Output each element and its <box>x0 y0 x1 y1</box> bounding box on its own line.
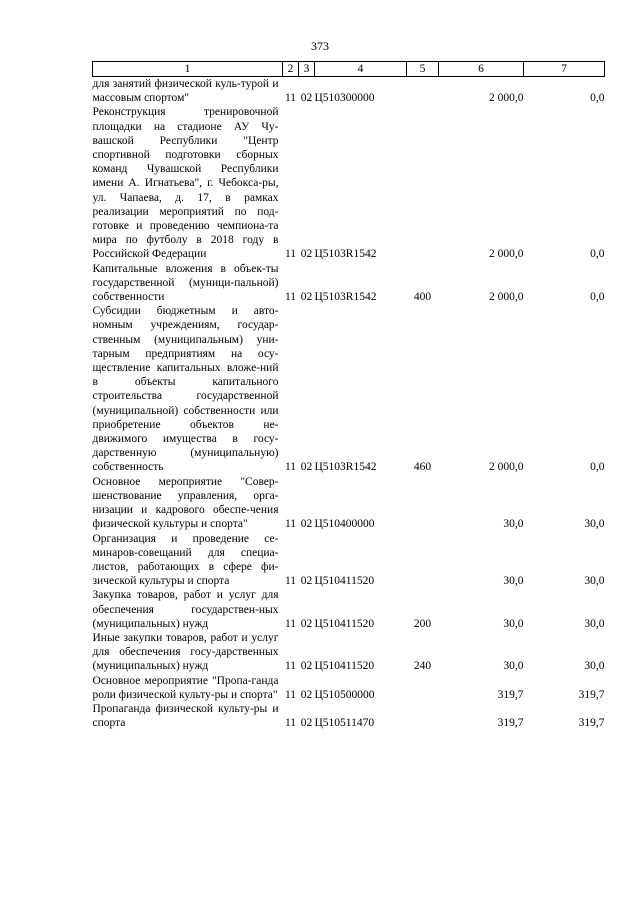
subsection-code: 02 <box>300 518 313 531</box>
amount-col-7: 30,0 <box>584 518 605 531</box>
target-article-code: Ц5103R1542 <box>314 291 377 304</box>
subsection-code: 02 <box>300 248 313 261</box>
section-code: 11 <box>284 92 297 105</box>
column-header: 2 <box>283 62 299 77</box>
expense-type-code <box>407 105 439 261</box>
item-name: Основное мероприятие "Пропа-ганда роли физической культу-ры и спорта" <box>92 674 279 701</box>
budget-table <box>92 61 605 730</box>
amount-col-6: 2 000,0 <box>489 248 524 261</box>
table-row <box>93 304 605 474</box>
expense-type-code <box>407 532 439 589</box>
expense-type-code <box>407 674 439 702</box>
expense-type-code <box>407 702 439 730</box>
subsection-code: 02 <box>300 688 313 701</box>
column-header: 1 <box>93 62 283 77</box>
amount-col-7: 0,0 <box>590 92 605 105</box>
item-name: Иные закупки товаров, работ и услуг для обеспечения госу-дарственных (муниципальных) нужд <box>92 631 279 673</box>
item-name: Капитальные вложения в объек-ты государственной (муници-пальной) собственности <box>92 262 279 304</box>
amount-col-6: 319,7 <box>497 688 524 701</box>
amount-col-6: 2 000,0 <box>489 461 524 474</box>
expense-type-code <box>407 475 439 532</box>
amount-col-7: 0,0 <box>590 248 605 261</box>
item-name: Организация и проведение се-минаров-совещаний для специа-листов, работающих в сфере фи-зической культуры и спорта <box>92 532 279 588</box>
target-article-code: Ц510411520 <box>314 617 375 630</box>
subsection-code: 02 <box>300 660 313 673</box>
expense-type-code <box>407 77 439 106</box>
expense-type-code: 240 <box>413 660 432 673</box>
table-row <box>93 674 605 702</box>
item-name: Основное мероприятие "Совер-шенствование управления, орга-низации и кадрового обеспе-чения физической культуры и спорта" <box>92 475 279 531</box>
subsection-code: 02 <box>300 461 313 474</box>
column-header: 6 <box>439 62 524 77</box>
section-code: 11 <box>284 717 297 730</box>
amount-col-6: 30,0 <box>503 617 524 630</box>
subsection-code: 02 <box>300 575 313 588</box>
section-code: 11 <box>284 291 297 304</box>
target-article-code: Ц510500000 <box>314 688 375 701</box>
item-name: Закупка товаров, работ и услуг для обеспечения государствен-ных (муниципальных) нужд <box>92 589 279 630</box>
table-row <box>93 588 605 631</box>
item-name: Субсидии бюджетным и авто-номным учреждениям, государ-ственным (муниципальным) уни-тарным предприятиям на осу-ществление капитальных вложе-ний в объекты капитального строительства государственной (муниципальной) собственности или приобретение объектов не-движимого имущества в госу-дарственную (муниципальную) собственность <box>92 305 279 474</box>
table-header-row <box>93 62 605 77</box>
subsection-code: 02 <box>300 617 313 630</box>
section-code: 11 <box>284 688 297 701</box>
section-code: 11 <box>284 518 297 531</box>
expense-type-code: 460 <box>413 461 432 474</box>
table-row <box>93 77 605 106</box>
subsection-code: 02 <box>300 92 313 105</box>
target-article-code: Ц510400000 <box>314 518 375 531</box>
column-header: 4 <box>315 62 407 77</box>
table-row <box>93 262 605 305</box>
amount-col-7: 319,7 <box>578 717 605 730</box>
section-code: 11 <box>284 461 297 474</box>
item-name: Реконструкция тренировочной площадки на стадионе АУ Чу-вашской Республики "Центр спортивной подготовки сборных команд Чувашской Республики имени А. Игнатьева", г. Чебокса-ры, ул. Чапаева, д. 17, в рамках реализации мероприятий по под-готовке и проведению чемпиона-та мира по футболу в 2018 году в Российской Федерации <box>92 106 279 261</box>
column-header: 7 <box>524 62 605 77</box>
amount-col-7: 30,0 <box>584 617 605 630</box>
amount-col-6: 30,0 <box>503 575 524 588</box>
target-article-code: Ц5103R1542 <box>314 461 377 474</box>
amount-col-7: 0,0 <box>590 291 605 304</box>
expense-type-code: 400 <box>413 291 432 304</box>
target-article-code: Ц510511470 <box>314 717 375 730</box>
target-article-code: Ц510411520 <box>314 660 375 673</box>
table-row <box>93 532 605 589</box>
section-code: 11 <box>284 660 297 673</box>
section-code: 11 <box>284 575 297 588</box>
table-row <box>93 702 605 730</box>
amount-col-6: 30,0 <box>503 660 524 673</box>
target-article-code: Ц5103R1542 <box>314 248 377 261</box>
amount-col-7: 30,0 <box>584 575 605 588</box>
amount-col-6: 2 000,0 <box>489 291 524 304</box>
item-name: для занятий физической куль-турой и массовым спортом" <box>92 78 279 105</box>
column-header: 5 <box>407 62 439 77</box>
target-article-code: Ц510411520 <box>314 575 375 588</box>
amount-col-6: 319,7 <box>497 717 524 730</box>
item-name: Пропаганда физической культу-ры и спорта <box>92 702 279 730</box>
amount-col-6: 30,0 <box>503 518 524 531</box>
page-number: 373 <box>311 39 329 53</box>
subsection-code: 02 <box>300 717 313 730</box>
section-code: 11 <box>284 617 297 630</box>
amount-col-6: 2 000,0 <box>489 92 524 105</box>
table-row <box>93 475 605 532</box>
expense-type-code: 200 <box>413 617 432 630</box>
subsection-code: 02 <box>300 291 313 304</box>
section-code: 11 <box>284 248 297 261</box>
amount-col-7: 30,0 <box>584 660 605 673</box>
column-header: 3 <box>299 62 315 77</box>
amount-col-7: 319,7 <box>578 688 605 701</box>
table-row <box>93 631 605 674</box>
table-row <box>93 105 605 261</box>
target-article-code: Ц510300000 <box>314 92 375 105</box>
amount-col-7: 0,0 <box>590 461 605 474</box>
